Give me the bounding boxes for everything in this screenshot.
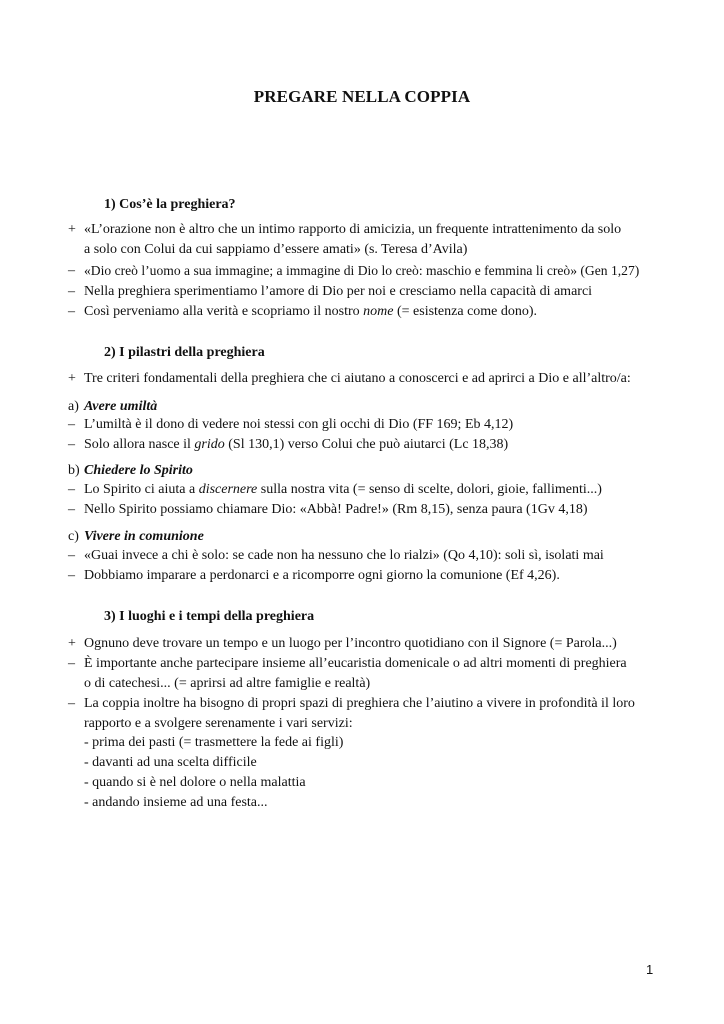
- bullet-marker: –: [68, 304, 75, 319]
- page-number: 1: [646, 962, 654, 977]
- section-heading-2: 2) I pilastri della preghiera: [104, 345, 265, 360]
- list-item-text: Ognuno deve trovare un tempo e un luogo per l’incontro quotidiano con il Signore (= Parola...): [84, 636, 617, 651]
- subsection-label: c): [68, 529, 79, 544]
- bullet-marker: +: [68, 371, 76, 386]
- list-item-text: Così perveniamo alla verità e scopriamo il nostro nome (= esistenza come dono).: [84, 304, 538, 319]
- list-item-text: a solo con Colui da cui sappiamo d’essere amati» (s. Teresa d’Avila): [84, 242, 468, 257]
- emphasis: nome: [363, 304, 394, 319]
- list-item-text: Dobbiamo imparare a perdonarci e a ricomporre ogni giorno la comunione (Ef 4,26).: [84, 568, 560, 583]
- bullet-marker: –: [68, 263, 75, 278]
- list-item-text: Nella preghiera sperimentiamo l’amore di Dio per noi e cresciamo nella capacità di amarci: [84, 284, 593, 299]
- bullet-marker: –: [68, 548, 75, 563]
- bullet-marker: –: [68, 656, 75, 671]
- list-item-text: Nello Spirito possiamo chiamare Dio: «Abbà! Padre!» (Rm 8,15), senza paura (1Gv 4,18): [84, 502, 588, 517]
- bullet-marker: –: [68, 502, 75, 517]
- section-heading-1: 1) Cos’è la preghiera?: [104, 197, 236, 212]
- section-heading-3: 3) I luoghi e i tempi della preghiera: [104, 609, 315, 624]
- bullet-marker: –: [68, 696, 75, 711]
- list-item-text: «Dio creò l’uomo a sua immagine; a immagine di Dio lo creò: maschio e femmina li creò» (Gen 1,27): [84, 263, 640, 278]
- list-item-text: rapporto e a svolgere serenamente i vari servizi:: [84, 716, 353, 731]
- sublist-item: - davanti ad una scelta difficile: [84, 755, 257, 770]
- subsection-label: a): [68, 399, 79, 414]
- emphasis: discernere: [198, 482, 258, 497]
- subsection-title: Vivere in comunione: [84, 529, 204, 544]
- bullet-marker: –: [68, 284, 75, 299]
- list-item-text: «Guai invece a chi è solo: se cade non ha nessuno che lo rialzi» (Qo 4,10): soli sì, isolati mai: [84, 548, 604, 563]
- subsection-label: b): [68, 463, 80, 478]
- list-item-text: L’umiltà è il dono di vedere noi stessi con gli occhi di Dio (FF 169; Eb 4,12): [84, 417, 514, 432]
- list-item-text: È importante anche partecipare insieme all’eucaristia domenicale o ad altri momenti di preghiera: [84, 656, 627, 671]
- bullet-marker: +: [68, 222, 76, 237]
- list-item-text: La coppia inoltre ha bisogno di propri spazi di preghiera che l’aiutino a vivere in profondità il loro: [84, 696, 635, 711]
- list-item-text: Lo Spirito ci aiuta a discernere sulla nostra vita (= senso di scelte, dolori, gioie, fallimenti...): [84, 482, 602, 497]
- list-item-text: Tre criteri fondamentali della preghiera che ci aiutano a conoscerci e ad aprirci a Dio e all’altro/a:: [84, 371, 631, 386]
- page-title: PREGARE NELLA COPPIA: [253, 87, 471, 106]
- bullet-marker: –: [68, 437, 75, 452]
- sublist-item: - andando insieme ad una festa...: [84, 795, 268, 810]
- bullet-marker: –: [68, 568, 75, 583]
- sublist-item: - prima dei pasti (= trasmettere la fede ai figli): [84, 735, 344, 750]
- list-item-text: o di catechesi... (= aprirsi ad altre famiglie e realtà): [84, 676, 371, 691]
- bullet-marker: –: [68, 417, 75, 432]
- emphasis: grido: [194, 437, 225, 452]
- list-item-text: Solo allora nasce il grido (Sl 130,1) verso Colui che può aiutarci (Lc 18,38): [84, 437, 509, 452]
- bullet-marker: –: [68, 482, 75, 497]
- bullet-marker: +: [68, 636, 76, 651]
- subsection-title: Chiedere lo Spirito: [84, 463, 193, 478]
- sublist-item: - quando si è nel dolore o nella malattia: [84, 775, 306, 790]
- list-item-text: «L’orazione non è altro che un intimo rapporto di amicizia, un frequente intrattenimento da solo: [84, 222, 622, 237]
- subsection-title: Avere umiltà: [84, 399, 158, 414]
